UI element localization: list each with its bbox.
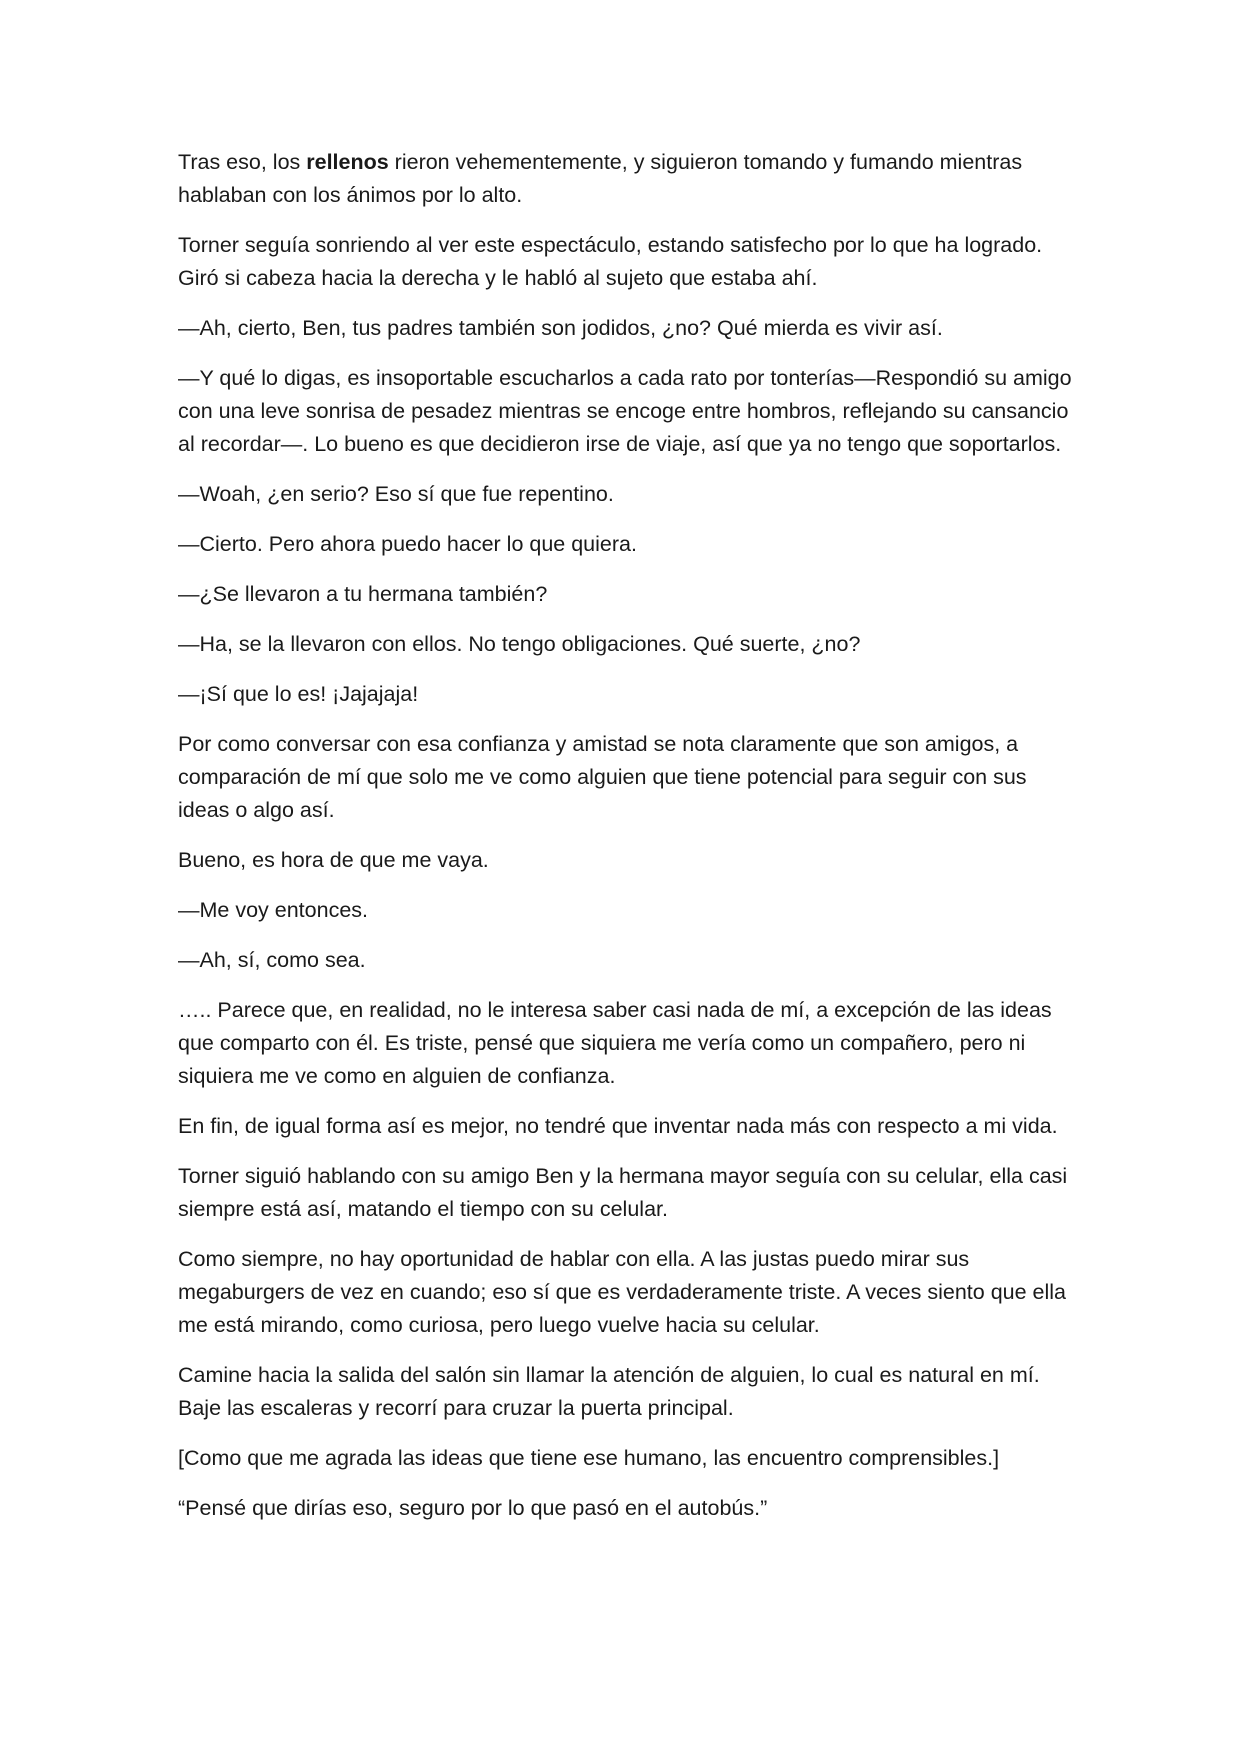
body-text xyxy=(178,146,1078,1542)
quoted-thought: “Pensé que dirías eso, seguro por lo que pasó en el autobús.” xyxy=(178,1496,768,1520)
paragraph: Por como conversar con esa confianza y amistad se nota claramente que son amigos, a comparación de mí que solo me ve como alguien que tiene potencial para seguir con sus ideas o algo así. xyxy=(178,732,1027,822)
paragraph-text: rieron vehementemente, y siguieron tomando y fumando mientras hablaban con los ánimos por lo alto. xyxy=(178,150,1023,207)
bold-term: rellenos xyxy=(306,150,389,174)
paragraph-text: Tras eso, los xyxy=(178,150,307,174)
dialogue-line: —Ha, se la llevaron con ellos. No tengo obligaciones. Qué suerte, ¿no? xyxy=(178,632,861,656)
paragraph: En fin, de igual forma así es mejor, no tendré que inventar nada más con respecto a mi vida. xyxy=(178,1114,1058,1138)
paragraph: ….. Parece que, en realidad, no le interesa saber casi nada de mí, a excepción de las ideas que comparto con él. Es triste, pensé que siquiera me vería como un compañero, pero ni siquiera me ve como en alguien de confianza. xyxy=(178,998,1052,1088)
paragraph xyxy=(178,146,1078,212)
dialogue-line: —Woah, ¿en serio? Eso sí que fue repentino. xyxy=(178,482,614,506)
dialogue-line: —¿Se llevaron a tu hermana también? xyxy=(178,582,548,606)
paragraph: Torner seguía sonriendo al ver este espectáculo, estando satisfecho por lo que ha logrado. Giró si cabeza hacia la derecha y le habló al sujeto que estaba ahí. xyxy=(178,233,1043,290)
dialogue-line: —Cierto. Pero ahora puedo hacer lo que quiera. xyxy=(178,532,637,556)
paragraph: Camine hacia la salida del salón sin llamar la atención de alguien, lo cual es natural en mí. Baje las escaleras y recorrí para cruzar la puerta principal. xyxy=(178,1363,1040,1420)
paragraph: Como siempre, no hay oportunidad de hablar con ella. A las justas puedo mirar sus megaburgers de vez en cuando; eso sí que es verdaderamente triste. A veces siento que ella me está mirando, como curiosa, pero luego vuelve hacia su celular. xyxy=(178,1247,1067,1337)
dialogue-line: —¡Sí que lo es! ¡Jajajaja! xyxy=(178,682,419,706)
dialogue-line: —Y qué lo digas, es insoportable escucharlos a cada rato por tonterías—Respondió su amigo con una leve sonrisa de pesadez mientras se encoge entre hombros, reflejando su cansancio al recordar—. Lo bueno es que decidieron irse de viaje, así que ya no tengo que soportarlos. xyxy=(178,366,1072,456)
dialogue-line: —Me voy entonces. xyxy=(178,898,369,922)
dialogue-line: —Ah, sí, como sea. xyxy=(178,948,366,972)
paragraph: Torner siguió hablando con su amigo Ben y la hermana mayor seguía con su celular, ella casi siempre está así, matando el tiempo con su celular. xyxy=(178,1164,1068,1221)
dialogue-line: —Ah, cierto, Ben, tus padres también son jodidos, ¿no? Qué mierda es vivir así. xyxy=(178,316,943,340)
paragraph: Bueno, es hora de que me vaya. xyxy=(178,848,489,872)
bracketed-thought: [Como que me agrada las ideas que tiene ese humano, las encuentro comprensibles.] xyxy=(178,1446,1000,1470)
